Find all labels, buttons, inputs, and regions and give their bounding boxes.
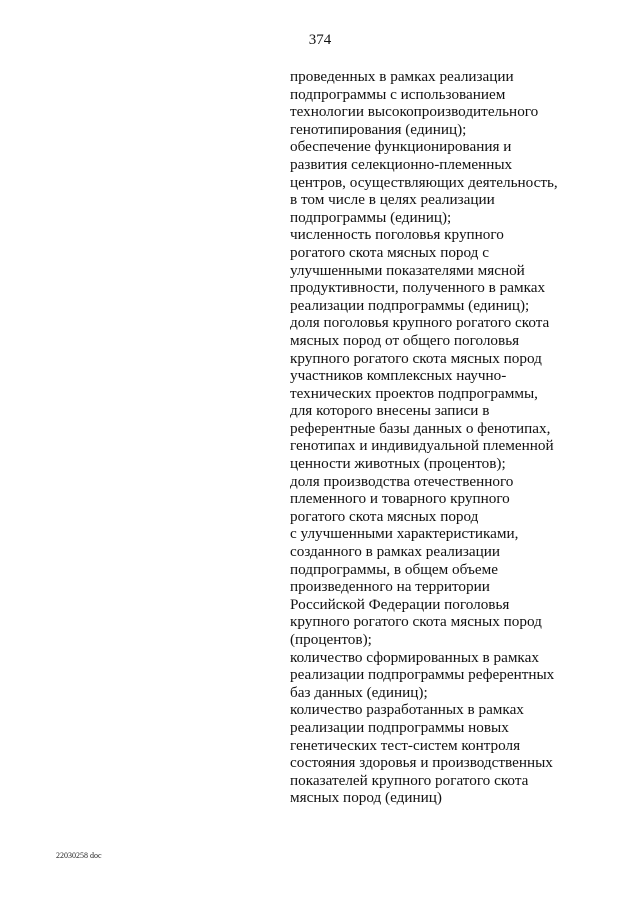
text-line: количество разработанных в рамках xyxy=(290,701,524,719)
document-body-text xyxy=(290,68,610,807)
text-line: для которого внесены записи в xyxy=(290,402,490,420)
text-line: показателей крупного рогатого скота xyxy=(290,771,529,789)
text-line: рогатого скота мясных пород xyxy=(290,507,479,525)
text-line: реализации подпрограммы (единиц); xyxy=(290,296,530,314)
text-line: подпрограммы, в общем объеме xyxy=(290,560,498,578)
text-line: крупного рогатого скота мясных пород xyxy=(290,349,542,367)
text-line: реализации подпрограммы референтных xyxy=(290,666,555,684)
text-line: мясных пород (единиц) xyxy=(290,789,442,807)
text-line: генотипирования (единиц); xyxy=(290,120,467,138)
text-line: проведенных в рамках реализации xyxy=(290,68,514,85)
text-line: численность поголовья крупного xyxy=(290,226,504,244)
text-line: доля поголовья крупного рогатого скота xyxy=(290,314,550,332)
text-line: технических проектов подпрограммы, xyxy=(290,384,538,402)
text-line: с улучшенными характеристиками, xyxy=(290,525,519,543)
text-line: генетических тест-систем контроля xyxy=(290,736,521,754)
text-line: развития селекционно-племенных xyxy=(290,155,513,173)
page-number: 374 xyxy=(308,32,332,48)
text-line: подпрограммы (единиц); xyxy=(290,208,452,226)
text-line: мясных пород от общего поголовья xyxy=(290,331,520,349)
text-line: генотипах и индивидуальной племенной xyxy=(290,437,554,455)
text-line: продуктивности, полученного в рамках xyxy=(290,279,546,297)
text-line: рогатого скота мясных пород с xyxy=(290,243,489,261)
text-line: реализации подпрограммы новых xyxy=(290,718,509,736)
text-line: племенного и товарного крупного xyxy=(290,490,510,508)
footer-filename: 22030258 doc xyxy=(56,851,102,860)
text-line: (процентов); xyxy=(290,631,372,648)
text-line: технологии высокопроизводительного xyxy=(290,103,539,121)
text-line: участников комплексных научно- xyxy=(290,367,507,385)
text-line: ценности животных (процентов); xyxy=(290,455,506,473)
text-line: обеспечение функционирования и xyxy=(290,138,512,156)
text-line: состояния здоровья и производственных xyxy=(290,754,553,772)
text-line: количество сформированных в рамках xyxy=(290,648,539,666)
text-line: баз данных (единиц); xyxy=(290,683,428,701)
text-line: созданного в рамках реализации xyxy=(290,543,501,561)
text-line: крупного рогатого скота мясных пород xyxy=(290,613,542,631)
text-line: центров, осуществляющих деятельность, xyxy=(290,173,558,191)
text-line: референтные базы данных о фенотипах, xyxy=(290,419,551,437)
text-line: Российской Федерации поголовья xyxy=(290,595,510,613)
text-line: произведенного на территории xyxy=(290,578,490,596)
text-line: улучшенными показателями мясной xyxy=(290,261,525,279)
text-line: доля производства отечественного xyxy=(290,472,514,490)
text-line: подпрограммы с использованием xyxy=(290,85,506,103)
text-line: в том числе в целях реализации xyxy=(290,191,495,209)
